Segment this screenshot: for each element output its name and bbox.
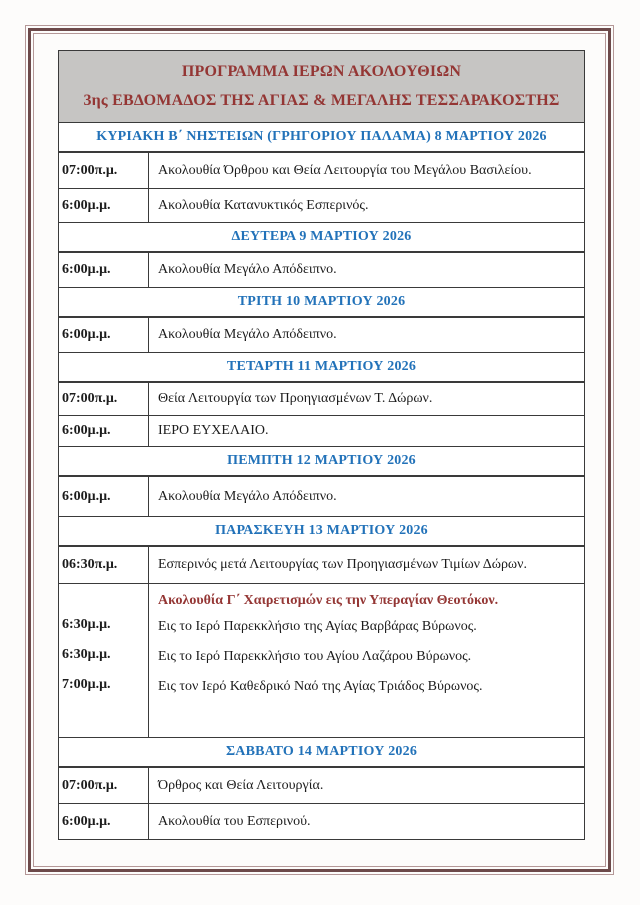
event-time: 07:00π.μ. xyxy=(59,768,149,803)
salutations-times xyxy=(59,584,149,737)
event-description: Ακολουθία Όρθρου και Θεία Λειτουργία του Μεγάλου Βασιλείου. xyxy=(158,162,532,178)
event-description: Ακολουθία Μεγάλο Απόδειπνο. xyxy=(158,327,337,342)
program-title-line1: ΠΡΟΓΡΑΜΜΑ ΙΕΡΩΝ ΑΚΟΛΟΥΘΙΩΝ xyxy=(181,62,462,80)
event-time: 06:30π.μ. xyxy=(59,547,149,583)
event-description: Ακολουθία Κατανυκτικός Εσπερινός. xyxy=(158,197,369,213)
event-row xyxy=(59,253,584,288)
event-row xyxy=(59,768,584,804)
event-row xyxy=(59,477,584,517)
event-row xyxy=(59,547,584,584)
event-description: Εσπερινός μετά Λειτουργίας των Προηγιασμένων Τιμίων Δώρων. xyxy=(158,557,527,572)
salutations-block xyxy=(59,584,584,738)
event-row xyxy=(59,804,584,839)
program-title-block xyxy=(59,51,584,123)
salutations-title: Ακολουθία Γ΄ Χαιρετισμών εις την Υπεραγίαν Θεοτόκον. xyxy=(158,593,499,608)
salutations-descriptions xyxy=(149,584,584,737)
event-row xyxy=(59,189,584,223)
event-row xyxy=(59,416,584,447)
event-time: 6:00μ.μ. xyxy=(59,416,149,446)
event-time: 7:00μ.μ. xyxy=(62,677,111,692)
event-time: 6:00μ.μ. xyxy=(59,189,149,222)
day-header-friday: ΠΑΡΑΣΚΕΥΗ 13 ΜΑΡΤΙΟΥ 2026 xyxy=(59,517,584,547)
event-description: Εις τον Ιερό Καθεδρικό Ναό της Αγίας Τριάδος Βύρωνος. xyxy=(158,679,483,694)
day-header-sunday: ΚΥΡΙΑΚΗ Β΄ ΝΗΣΤΕΙΩΝ (ΓΡΗΓΟΡΙΟΥ ΠΑΛΑΜΑ) 8 ΜΑΡΤΙΟΥ 2026 xyxy=(59,123,584,153)
day-header-thursday: ΠΕΜΠΤΗ 12 ΜΑΡΤΙΟΥ 2026 xyxy=(59,447,584,477)
event-description: Όρθρος και Θεία Λειτουργία. xyxy=(158,777,324,793)
day-header-tuesday: ΤΡΙΤΗ 10 ΜΑΡΤΙΟΥ 2026 xyxy=(59,288,584,318)
event-row xyxy=(59,318,584,353)
event-time: 6:30μ.μ. xyxy=(62,617,111,632)
event-description: Ακολουθία Μεγάλο Απόδειπνο. xyxy=(158,262,337,277)
event-time: 6:00μ.μ. xyxy=(59,477,149,516)
event-description: Θεία Λειτουργία των Προηγιασμένων Τ. Δώρων. xyxy=(158,391,433,406)
event-time: 07:00π.μ. xyxy=(59,153,149,188)
event-description: Ακολουθία του Εσπερινού. xyxy=(158,813,311,829)
event-time: 6:30μ.μ. xyxy=(62,647,111,662)
event-time: 6:00μ.μ. xyxy=(59,318,149,352)
event-time: 6:00μ.μ. xyxy=(59,253,149,287)
schedule-table xyxy=(58,50,585,840)
program-title-line2: 3ης ΕΒΔΟΜΑΔΟΣ ΤΗΣ ΑΓΙΑΣ & ΜΕΓΑΛΗΣ ΤΕΣΣΑΡΑΚΟΣΤΗΣ xyxy=(83,92,560,110)
event-row xyxy=(59,153,584,189)
event-time: 6:00μ.μ. xyxy=(59,804,149,839)
event-description: Εις το Ιερό Παρεκκλήσιο της Αγίας Βαρβάρας Βύρωνος. xyxy=(158,619,477,634)
event-row xyxy=(59,383,584,416)
event-description: Ακολουθία Μεγάλο Απόδειπνο. xyxy=(158,488,337,504)
event-description: ΙΕΡΟ ΕΥΧΕΛΑΙΟ. xyxy=(158,423,269,438)
day-header-saturday: ΣΑΒΒΑΤΟ 14 ΜΑΡΤΙΟΥ 2026 xyxy=(59,738,584,768)
day-header-monday: ΔΕΥΤΕΡΑ 9 ΜΑΡΤΙΟΥ 2026 xyxy=(59,223,584,253)
event-description: Εις το Ιερό Παρεκκλήσιο του Αγίου Λαζάρου Βύρωνος. xyxy=(158,649,472,664)
day-header-wednesday: ΤΕΤΑΡΤΗ 11 ΜΑΡΤΙΟΥ 2026 xyxy=(59,353,584,383)
event-time: 07:00π.μ. xyxy=(59,383,149,415)
